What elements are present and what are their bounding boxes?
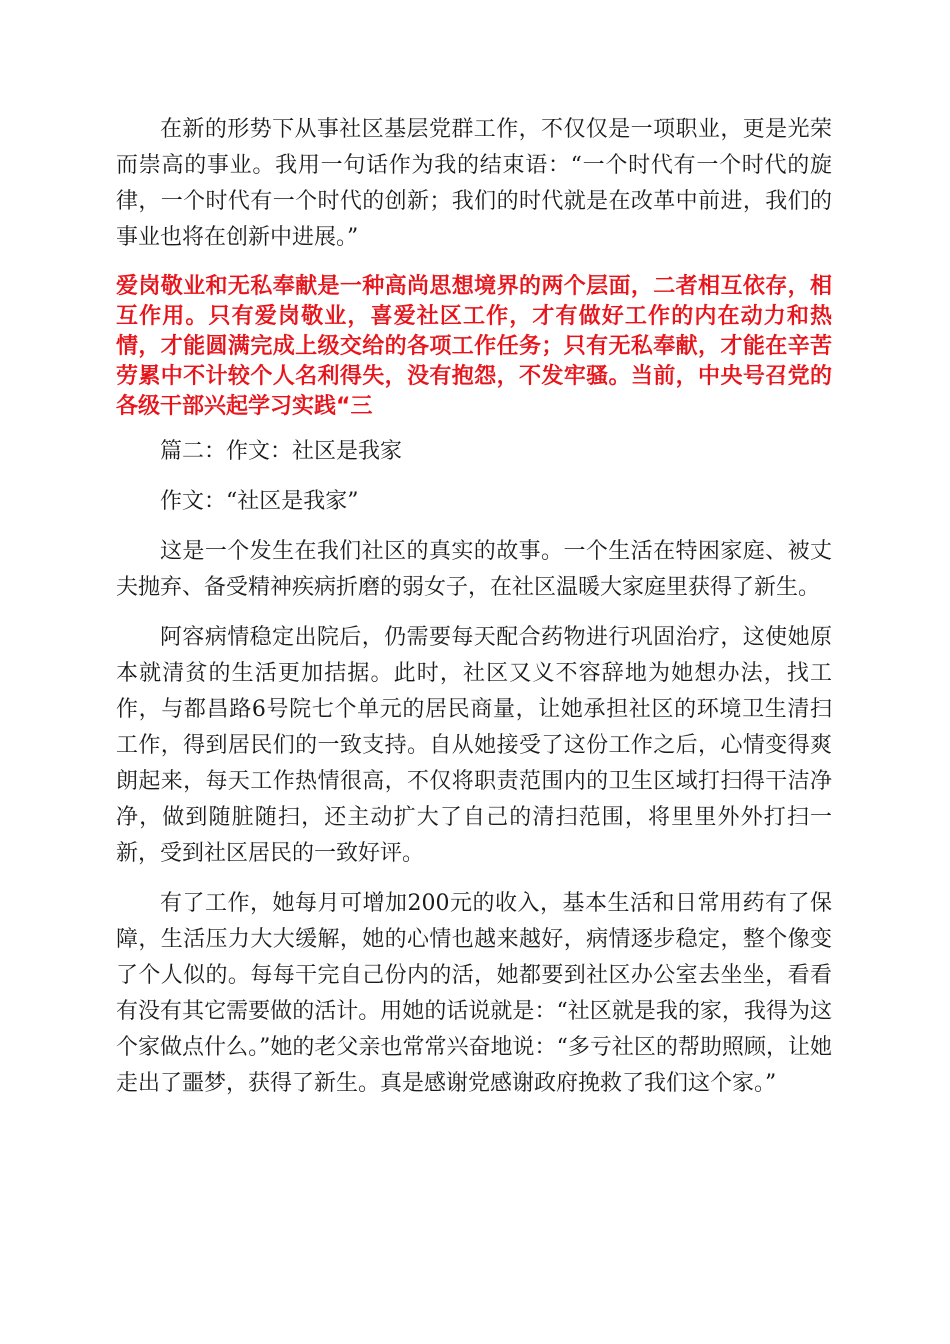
body-paragraph: 这是一个发生在我们社区的真实的故事。一个生活在特困家庭、被丈夫抛弃、备受精神疾病折磨的弱女子，在社区温暖大家庭里获得了新生。	[116, 539, 832, 600]
document-body	[116, 112, 832, 1102]
closing-paragraph: 在新的形势下从事社区基层党群工作，不仅仅是一项职业，更是光荣而崇高的事业。我用一句话作为我的结束语：“一个时代有一个时代的旋律，一个时代有一个时代的创新；我们的时代就是在改革中前进，我们的事业也将在创新中进展。”	[116, 117, 832, 250]
body-paragraph: 阿容病情稳定出院后，仍需要每天配合药物进行巩固治疗，这使她原本就清贫的生活更加拮据。此时，社区又义不容辞地为她想办法，找工作，与都昌路6号院七个单元的居民商量，让她承担社区的环境卫生清扫工作，得到居民们的一致支持。自从她接受了这份工作之后，心情变得爽朗起来，每天工作热情很高，不仅将职责范围内的卫生区域打扫得干洁净净，做到随脏随扫，还主动扩大了自己的清扫范围，将里里外外打扫一新，受到社区居民的一致好评。	[116, 625, 832, 866]
body-paragraph: 有了工作，她每月可增加200元的收入，基本生活和日常用药有了保障，生活压力大大缓解，她的心情也越来越好，病情逐步稳定，整个像变了个人似的。每每干完自己份内的活，她都要到社区办公室去坐坐，看看有没有其它需要做的活计。用她的话说就是：“社区就是我的家，我得为这个家做点什么。”她的老父亲也常常兴奋地说：“多亏社区的帮助照顾，让她走出了噩梦，获得了新生。真是感谢党感谢政府挽救了我们这个家。”	[116, 891, 832, 1096]
section-heading: 篇二：作文：社区是我家	[160, 439, 403, 464]
essay-title: 作文：“社区是我家”	[160, 489, 359, 514]
highlighted-paragraph: 爱岗敬业和无私奉献是一种高尚思想境界的两个层面，二者相互依存，相互作用。只有爱岗敬业，喜爱社区工作，才有做好工作的内在动力和热情，才能圆满完成上级交给的各项工作任务；只有无私奉献，才能在辛苦劳累中不计较个人名利得失，没有抱怨，不发牢骚。当前，中央号召党的各级干部兴起学习实践“三	[116, 274, 832, 419]
